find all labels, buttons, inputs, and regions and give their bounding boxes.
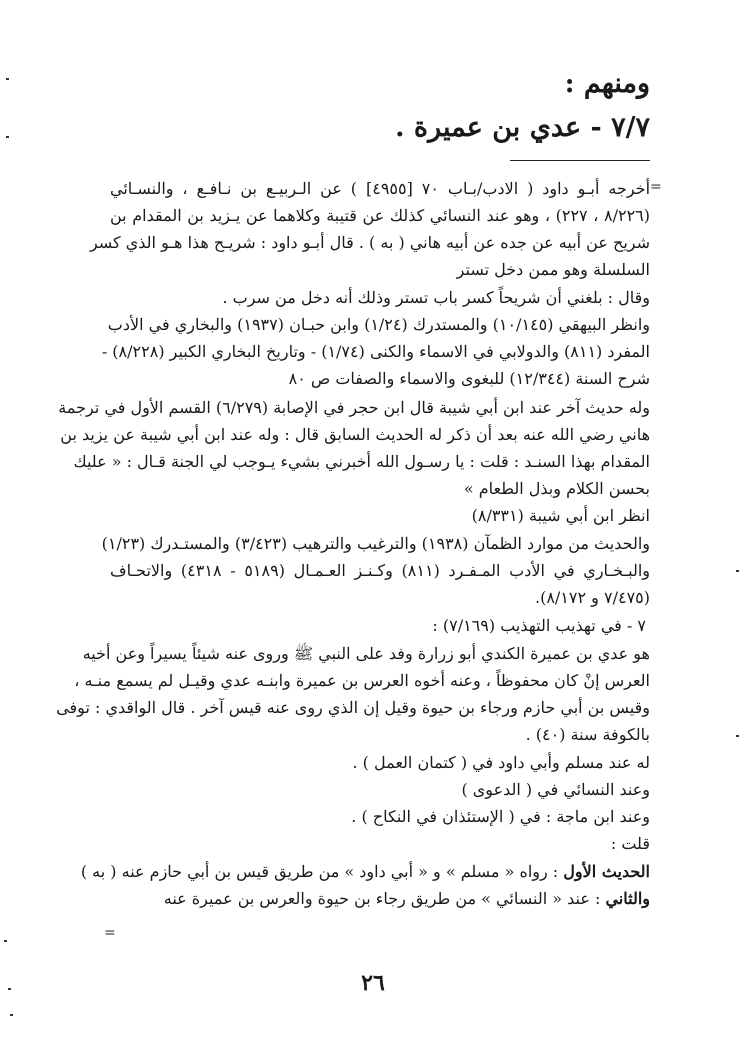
footnote-line: المفرد (٨١١) والدولابي في الاسماء والكنى (١/٧٤) - وتاريخ البخاري الكبير (٨/٢٢٨) - xyxy=(101,342,650,361)
note-line: العرس إنْ كان محفوظاً ، وعنه أخوه العرس بن عميرة وابنـه عدي وقيـل لم يسمع منـه ، xyxy=(74,671,650,690)
footnote-line: انظر ابن أبي شيبة (٨/٣٣١) xyxy=(471,506,650,525)
note-line: قلت : xyxy=(610,834,650,853)
footnote-rule xyxy=(510,160,650,161)
scan-speck xyxy=(736,570,739,572)
footnote-line: وانظر البيهقي (١٠/١٤٥) والمستدرك (١/٢٤) وابن حبـان (١٩٣٧) والبخاري في الأدب xyxy=(107,315,650,334)
footnote-line: بحسن الكلام وبذل الطعام » xyxy=(463,479,650,498)
note-line: وعند النسائي في ( الدعوى ) xyxy=(461,780,650,799)
footnote-line: والبـخـاري في الأدب المـفـرد (٨١١) وكـنـز العـمـال (٥١٨٩ - ٤٣١٨) والاتحـاف xyxy=(110,561,650,580)
continuation-marker: = xyxy=(104,925,116,941)
note-line: بالكوفة سنة (٤٠) . xyxy=(525,725,650,744)
footnote-line: السلسلة وهو ممن دخل تستر xyxy=(456,260,650,279)
footnote-line: شريح عن أبيه عن جده عن أبيه هاني ( به ) . قال أبـو داود : شريـح هذا هـو الذي كسر xyxy=(89,233,650,252)
first-hadith-text: : رواه « مسلم » و « أبي داود » من طريق قيس بن أبي حازم عنه ( به ) xyxy=(80,862,559,881)
section-heading: ومنهم : xyxy=(564,68,650,99)
footnote-line: هاني رضي الله عنه بعد أن ذكر له الحديث السابق قال : وله عند ابن أبي شيبة عن يزيد بن xyxy=(60,425,650,444)
note-line: له عند مسلم وأبي داود في ( كتمان العمل ) . xyxy=(352,753,650,772)
note-line: وقيس بن أبي حازم ورجاء بن حيوة وقيل إن الذي روى عنه قيس آخر . قال الواقدي : توفى xyxy=(56,698,650,717)
second-hadith-text: : عند « النسائي » من طريق رجاء بن حيوة والعرس بن عميرة عنه xyxy=(163,889,601,908)
scan-speck xyxy=(10,1014,13,1016)
note-line: وعند ابن ماجة : في ( الإستئذان في النكاح ) . xyxy=(351,807,650,826)
footnote-line: وقال : بلغني أن شريحاً كسر باب تستر وذلك أنه دخل من سرب . xyxy=(222,288,650,307)
scan-speck xyxy=(6,136,9,138)
entry-title: ٧/٧ - عدي بن عميرة . xyxy=(395,112,650,143)
first-hadith-label: الحديث الأول xyxy=(563,862,650,881)
scan-speck xyxy=(6,78,9,80)
second-hadith-label: والثاني xyxy=(605,889,650,908)
scan-speck xyxy=(8,988,11,990)
footnote-line: المقدام بهذا السنـد : قلت : يا رسـول الله أخبرني بشيء يـوجب لي الجنة قـال : « عليك xyxy=(73,452,650,471)
continuation-marker: = xyxy=(650,179,662,195)
note-line: هو عدي بن عميرة الكندي أبو زرارة وفد على النبي ﷺ وروى عنه شيئاً يسيراً وعن أخيه xyxy=(82,644,650,663)
scan-speck xyxy=(4,940,7,942)
page-number: ٢٦ xyxy=(361,970,385,996)
footnote-line: شرح السنة (١٢/٣٤٤) للبغوى والاسماء والصفات ص ٨٠ xyxy=(288,369,650,388)
footnote-line: (٨/٢٢٦ ، ٢٢٧) ، وهو عند النسائي كذلك عن قتيبة وكلاهما عن يـزيد بن المقدام بن xyxy=(110,206,650,225)
footnote-line: (٧/٤٧٥ و ٨/١٧٢). xyxy=(534,588,650,607)
footnote-line: وله حديث آخر عند ابن أبي شيبة قال ابن حجر في الإصابة (٦/٢٧٩) القسم الأول في ترجمة xyxy=(58,398,650,417)
second-hadith-line xyxy=(164,888,650,910)
footnote-line: أخرجه أبـو داود ( الادب/بـاب ٧٠ [٤٩٥٥] ) عن الـربيـع بن نـافـع ، والنسـائي xyxy=(110,179,651,198)
scan-speck xyxy=(736,735,739,737)
footnote-line: والحديث من موارد الظمآن (١٩٣٨) والترغيب والترهيب (٣/٤٢٣) والمستـدرك (١/٢٣) xyxy=(101,534,650,553)
first-hadith-line xyxy=(81,861,650,883)
note-title: ٧ - في تهذيب التهذيب (٧/١٦٩) : xyxy=(432,616,646,635)
